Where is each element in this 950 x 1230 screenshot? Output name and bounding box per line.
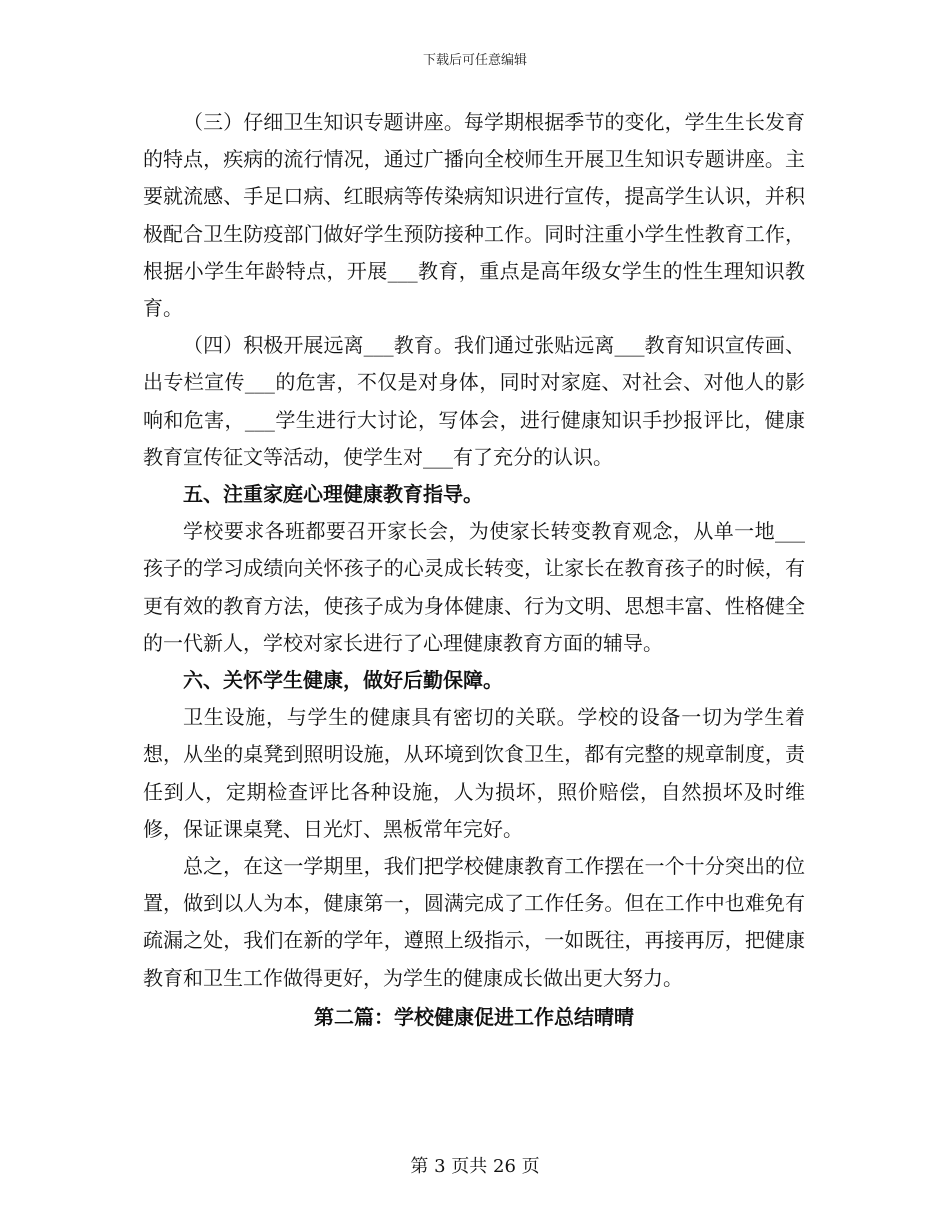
- page-header: 下载后可任意编辑: [422, 53, 527, 68]
- heading-family-guidance: 五、注重家庭心理健康教育指导。: [183, 482, 483, 507]
- paragraph-facilities: 卫生设施，与学生的健康具有密切的关联。学校的设备一切为学生着想，从坐的桌凳到照明设施，从环境到饮食卫生，都有完整的规章制度，责任到人，定期检查评比各种设施，人为损坏，照价赔偿，自然损坏及时维修，保证课桌凳、日光灯、黑板常年完好。: [143, 705, 805, 841]
- paragraph-conclusion: 总之，在这一学期里，我们把学校健康教育工作摆在一个十分突出的位置，做到以人为本，健康第一，圆满完成了工作任务。但在工作中也难免有疏漏之处，我们在新的学年，遵照上级指示，一如既往，再接再厉，把健康教育和卫生工作做得更好，为学生的健康成长做出更大努力。: [143, 854, 805, 990]
- section-title-part-two: 第二篇：学校健康促进工作总结晴晴: [314, 1004, 634, 1029]
- paragraph-health-lecture: （三）仔细卫生知识专题讲座。每学期根据季节的变化，学生生长发育的特点，疾病的流行情况，通过广播向全校师生开展卫生知识专题讲座。主要就流感、手足口病、红眼病等传染病知识进行宣传，提高学生认识，并积极配合卫生防疫部门做好学生预防接种工作。同时注重小学生性教育工作，根据小学生年龄特点，开展___教育，重点是高年级女学生的性生理知识教育。: [143, 110, 805, 321]
- heading-logistics: 六、关怀学生健康，做好后勤保障。: [183, 668, 503, 693]
- page-footer: 第 3 页共 26 页: [410, 1156, 540, 1177]
- paragraph-awareness-campaign: （四）积极开展远离___教育。我们通过张贴远离___教育知识宣传画、出专栏宣传___的危害，不仅是对身体，同时对家庭、对社会、对他人的影响和危害，___学生进行大讨论，写体会，进行健康知识手抄报评比，健康教育宣传征文等活动，使学生对___有了充分的认识。: [143, 333, 805, 469]
- document-body: [143, 104, 805, 1036]
- paragraph-parent-meeting: 学校要求各班都要召开家长会，为使家长转变教育观念，从单一地___孩子的学习成绩向关怀孩子的心灵成长转变，让家长在教育孩子的时候，有更有效的教育方法，使孩子成为身体健康、行为文明、思想丰富、性格健全的一代新人，学校对家长进行了心理健康教育方面的辅导。: [143, 519, 805, 655]
